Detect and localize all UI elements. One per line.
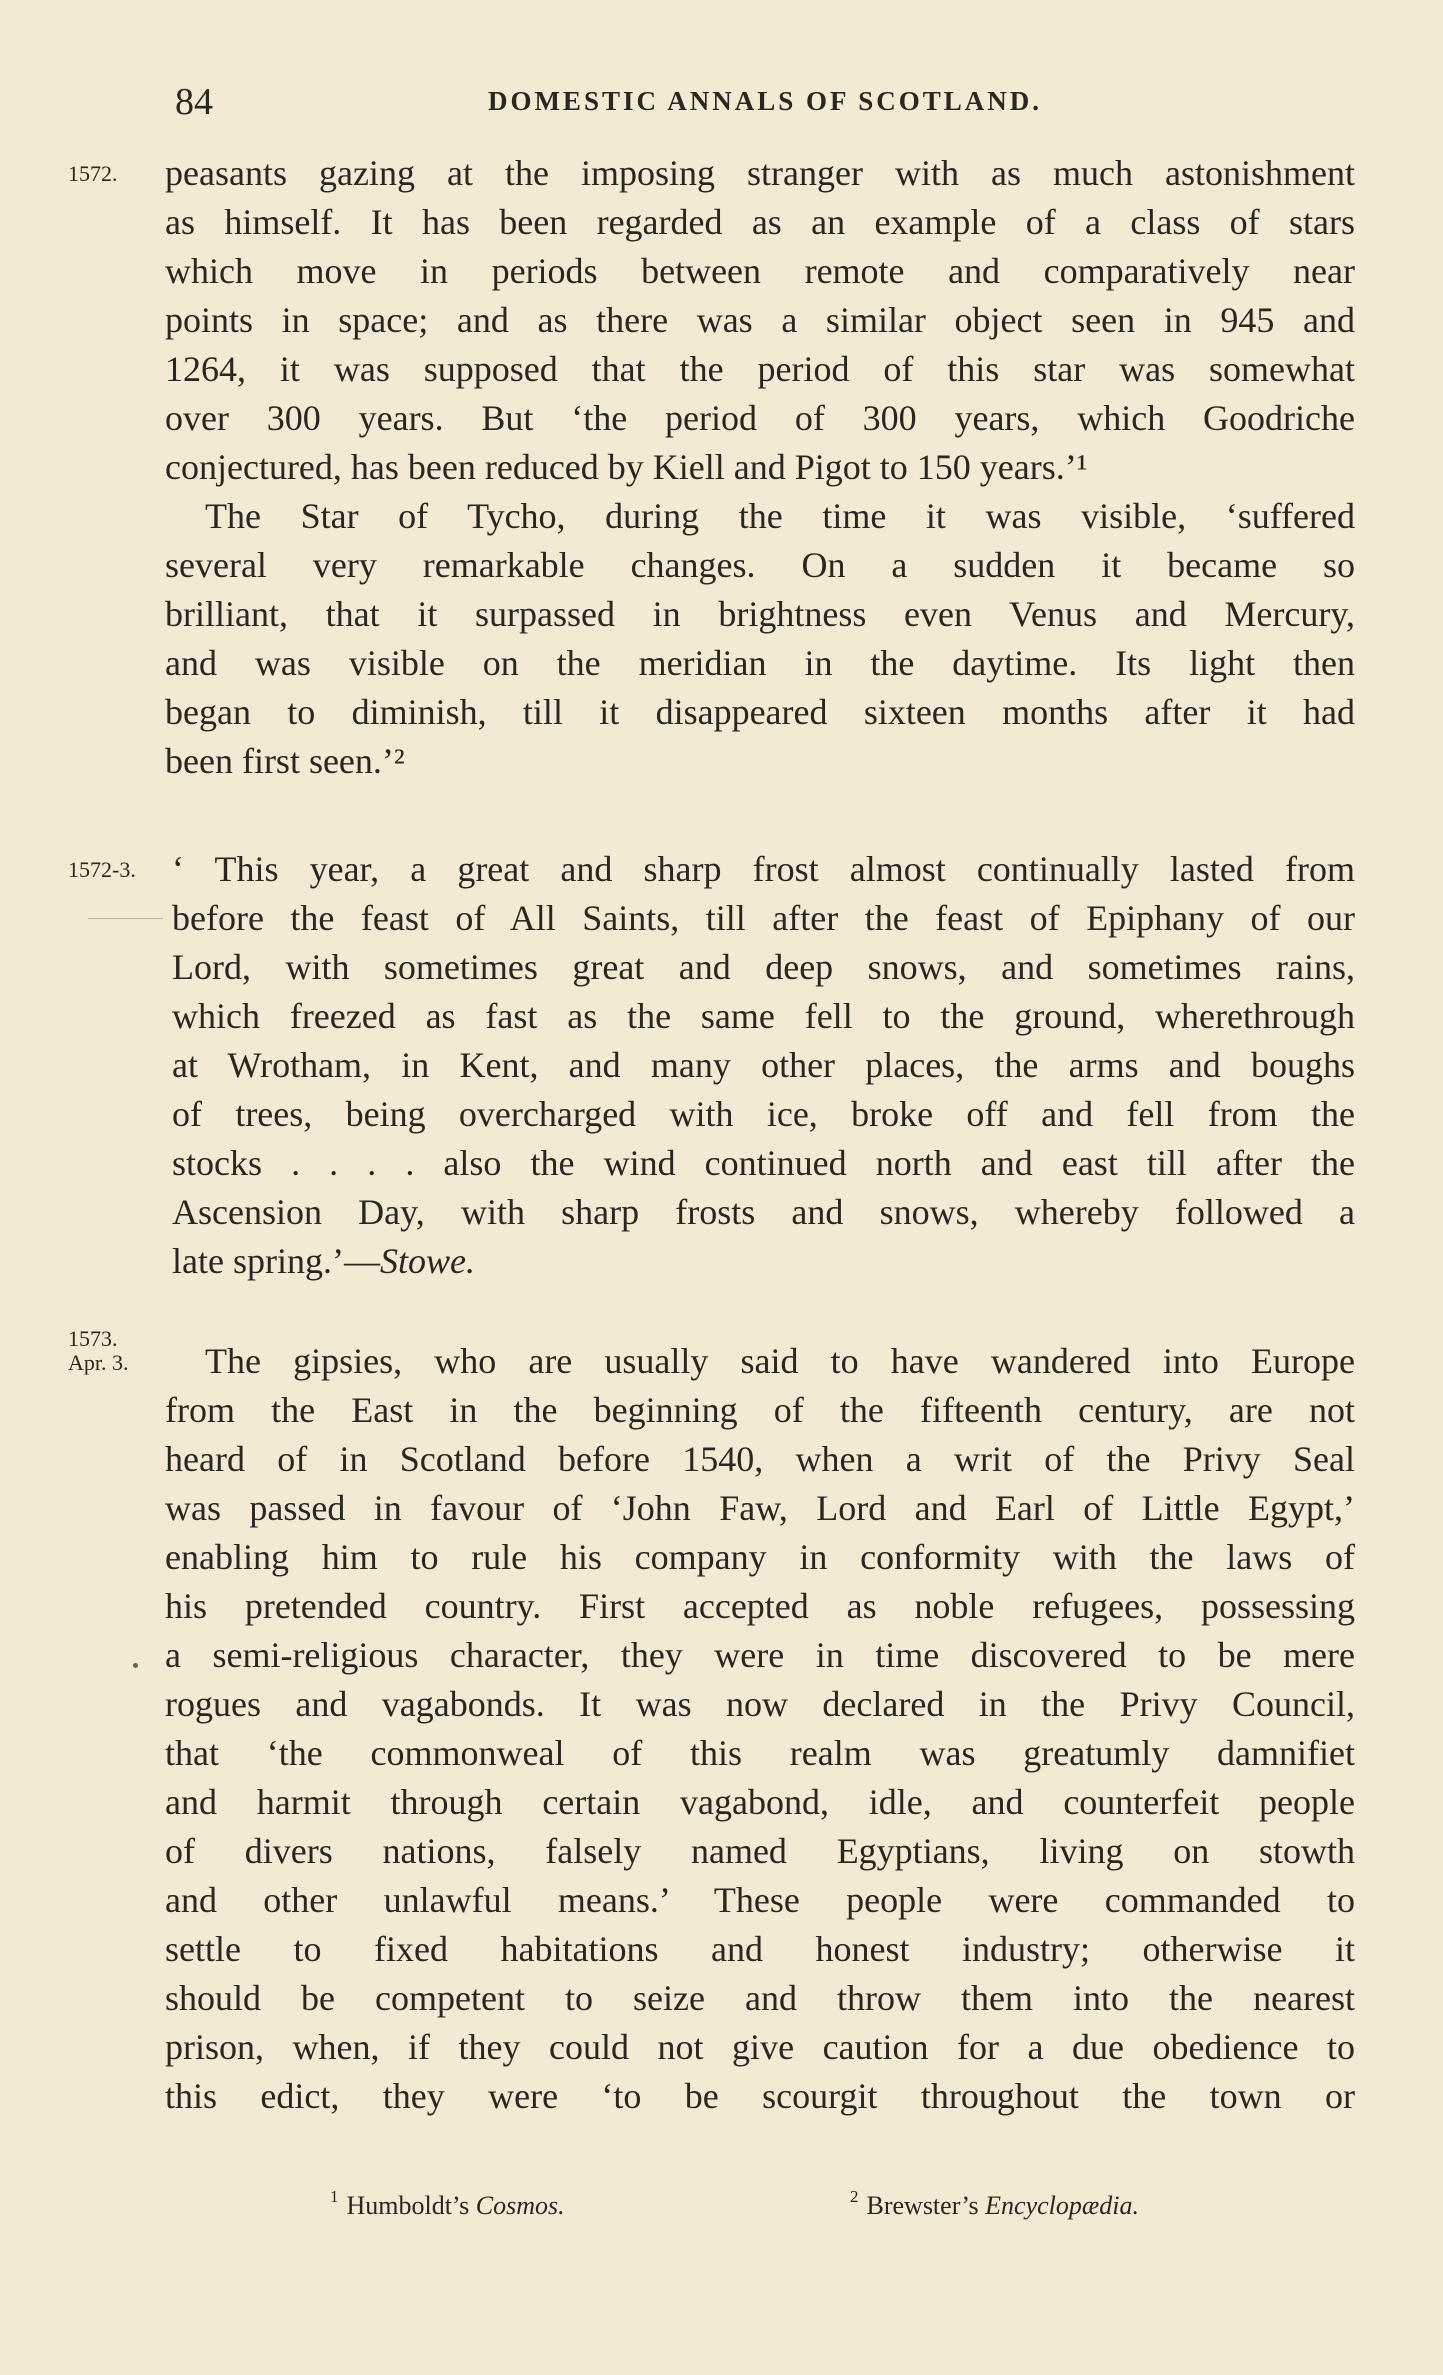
text-line: which freezed as fast as the same fell to the ground, wherethrough [172, 996, 1355, 1036]
text-line: points in space; and as there was a similar object seen in 945 and [165, 300, 1355, 340]
text-line: rogues and vagabonds. It was now declared in the Privy Council, [165, 1684, 1355, 1724]
text-line: over 300 years. But ‘the period of 300 years, which Goodriche [165, 398, 1355, 438]
text-line: and other unlawful means.’ These people were commanded to [165, 1880, 1355, 1920]
text-line: began to diminish, till it disappeared sixteen months after it had [165, 692, 1355, 732]
text-line: stocks . . . . also the wind continued north and east till after the [172, 1143, 1355, 1183]
paragraph [165, 1337, 1355, 2121]
running-title: DOMESTIC ANNALS OF SCOTLAND. [487, 86, 1043, 116]
text-line: ‘ This year, a great and sharp frost almost continually lasted from [172, 849, 1355, 889]
footnote-1 [330, 2187, 565, 2221]
page-header [175, 80, 1355, 130]
text-line: as himself. It has been regarded as an example of a class of stars [165, 202, 1355, 242]
text-line: enabling him to rule his company in conformity with the laws of [165, 1537, 1355, 1577]
text-line: of trees, being overcharged with ice, broke off and fell from the [172, 1094, 1355, 1134]
attribution-stowe: Stowe. [379, 1241, 475, 1281]
text-line: should be competent to seize and throw them into the nearest [165, 1978, 1355, 2018]
text-line: 1264, it was supposed that the period of this star was somewhat [165, 349, 1355, 389]
text-line: this edict, they were ‘to be scourgit throughout the town or [165, 2076, 1355, 2116]
text-line: Lord, with sometimes great and deep snows, and sometimes rains, [172, 947, 1355, 987]
footnote-2 [850, 2187, 1139, 2221]
text-line: a semi-religious character, they were in time discovered to be mere [165, 1635, 1355, 1675]
text-line: heard of in Scotland before 1540, when a writ of the Privy Seal [165, 1439, 1355, 1479]
section-1572-3-frost [172, 845, 1355, 1286]
margin-date-1572: 1572. [68, 161, 118, 186]
margin-mark [133, 1663, 138, 1668]
text-line: from the East in the beginning of the fifteenth century, are not [165, 1390, 1355, 1430]
margin-date-1573-apr-3: 1573. Apr. 3. [68, 1326, 129, 1375]
paragraph [165, 149, 1355, 492]
text-line: which move in periods between remote and comparatively near [165, 251, 1355, 291]
paragraph [172, 845, 1355, 1286]
footnote-work: Cosmos. [475, 2191, 565, 2220]
footnote-mark: 1 [330, 2187, 339, 2206]
text-line: peasants gazing at the imposing stranger with as much astonishment [165, 153, 1355, 193]
margin-rule [88, 918, 163, 919]
text-line: The gipsies, who are usually said to have wandered into Europe [205, 1341, 1355, 1381]
footnote-author: Humboldt’s [346, 2191, 470, 2220]
page-number: 84 [175, 81, 213, 123]
text-line: that ‘the commonweal of this realm was greatumly damnifiet [165, 1733, 1355, 1773]
text-line: at Wrotham, in Kent, and many other places, the arms and boughs [172, 1045, 1355, 1085]
margin-date-1572-3: 1572-3. [68, 857, 136, 882]
text-line: settle to fixed habitations and honest industry; otherwise it [165, 1929, 1355, 1969]
section-1572-star [165, 149, 1355, 786]
text-line: was passed in favour of ‘John Faw, Lord and Earl of Little Egypt,’ [165, 1488, 1355, 1528]
text-line: Ascension Day, with sharp frosts and snows, whereby followed a [172, 1192, 1355, 1232]
text-line: conjectured, has been reduced by Kiell and Pigot to 150 years.’¹ [165, 447, 1088, 487]
text-line: late spring.’—Stowe. [172, 1241, 475, 1281]
text-line: prison, when, if they could not give caution for a due obedience to [165, 2027, 1355, 2067]
footnote-mark: 2 [850, 2187, 859, 2206]
text-line: of divers nations, falsely named Egyptians, living on stowth [165, 1831, 1355, 1871]
footnotes [330, 2187, 1230, 2227]
text-line: been first seen.’² [165, 741, 405, 781]
footnote-author: Brewster’s [866, 2191, 979, 2220]
text-line: The Star of Tycho, during the time it was visible, ‘suffered [205, 496, 1355, 536]
section-1573-gipsies [165, 1337, 1355, 2121]
text-line: brilliant, that it surpassed in brightness even Venus and Mercury, [165, 594, 1355, 634]
text-line: and harmit through certain vagabond, idle, and counterfeit people [165, 1782, 1355, 1822]
text-line: several very remarkable changes. On a sudden it became so [165, 545, 1355, 585]
text-line: before the feast of All Saints, till after the feast of Epiphany of our [172, 898, 1355, 938]
text-line: his pretended country. First accepted as noble refugees, possessing [165, 1586, 1355, 1626]
paragraph [165, 492, 1355, 786]
footnote-work: Encyclopædia. [985, 2191, 1139, 2220]
text-line: and was visible on the meridian in the daytime. Its light then [165, 643, 1355, 683]
